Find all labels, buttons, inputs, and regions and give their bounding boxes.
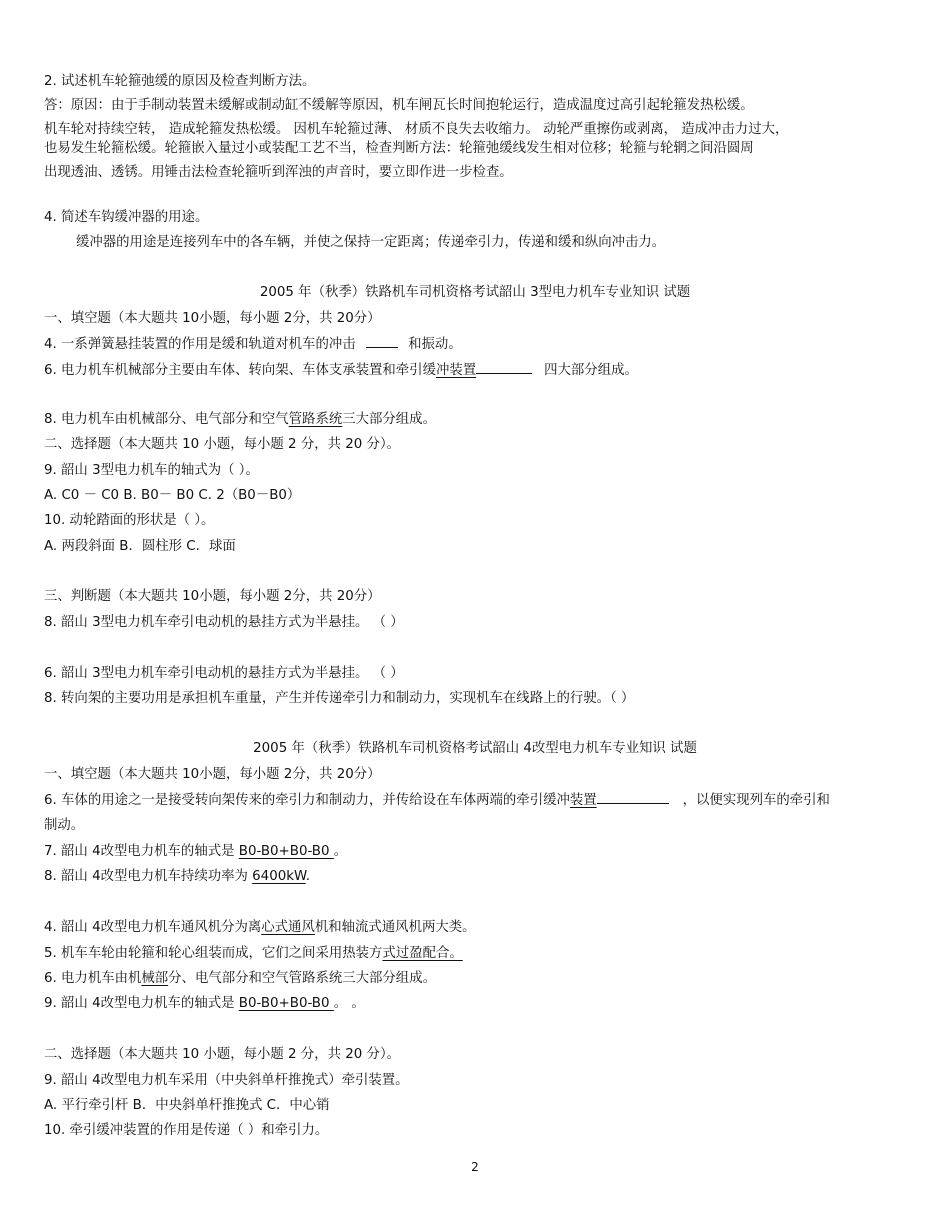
item-text: 6. 电力机车由机 <box>44 971 142 986</box>
exam-title: 2005 年（秋季）铁路机车司机资格考试韶山 4改型电力机车专业知识 试题 <box>253 741 697 756</box>
answer-line: 缓冲器的用途是连接列车中的各车辆，并使之保持一定距离；传递牵引力，传递和缓和纵向冲击力。 <box>76 235 666 250</box>
fill-blank-item <box>44 791 830 810</box>
underlined-answer: 冲装置 <box>435 363 477 378</box>
choice-options: A. 平行牵引杆 B．中央斜单杆推挽式 C．中心销 <box>44 1098 330 1113</box>
question-heading: 2. 试述机车轮箍弛缓的原因及检查判断方法。 <box>44 74 316 89</box>
section-heading: 二、选择题（本大题共 10 小题，每小题 2 分，共 20 分）。 <box>44 1047 401 1062</box>
choice-options: A. 两段斜面 B．圆柱形 C．球面 <box>44 539 236 554</box>
answer-line: 答：原因：由于手制动装置未缓解或制动缸不缓解等原因，机车闸瓦长时间抱轮运行，造成温度过高引起轮箍发热松缓。 <box>44 98 754 113</box>
underlined-answer: 心式通风 <box>261 920 315 935</box>
fill-blank-item <box>44 868 310 886</box>
fill-blank-item <box>44 945 463 963</box>
answer-blank <box>366 335 398 348</box>
fill-blank-item <box>44 970 436 988</box>
underlined-answer: 装置 <box>569 793 597 808</box>
item-text: 8. 电力机车由机械部分、电气部分和空气 <box>44 412 289 427</box>
item-text: 6. 电力机车机械部分主要由车体、转向架、车体支承装置和牵引缓 <box>44 363 436 378</box>
section-heading: 一、填空题（本大题共 10小题，每小题 2分，共 20分） <box>44 767 381 782</box>
choice-item: 10. 牵引缓冲装置的作用是传递（ ）和牵引力。 <box>44 1123 329 1138</box>
item-text: . <box>305 869 310 884</box>
judgement-item: 8. 转向架的主要功用是承担机车重量，产生并传递牵引力和制动力，实现机车在线路上的行驶。（ ） <box>44 691 635 706</box>
answer-blank <box>476 361 532 374</box>
item-text: 。 <box>333 844 348 859</box>
choice-options: A. C0 － C0 B. B0－ B0 C. 2（B0－B0） <box>44 488 301 503</box>
fill-blank-item <box>44 411 436 429</box>
fill-blank-item: 制动。 <box>44 818 85 833</box>
item-text: 8. 韶山 4改型电力机车持续功率为 <box>44 869 253 884</box>
answer-blank <box>597 791 669 804</box>
fill-blank-item <box>44 919 476 937</box>
item-text: 6. 车体的用途之一是接受转向架传来的牵引力和制动力，并传给设在车体两端的牵引缓冲 <box>44 793 570 808</box>
item-text: 三大部分组成。 <box>342 412 436 427</box>
fill-blank-item <box>44 843 347 861</box>
choice-item: 9. 韶山 3型电力机车的轴式为（ ）。 <box>44 463 259 478</box>
fill-blank-item <box>44 995 365 1013</box>
item-text: ，以便实现列车的牵引和 <box>682 793 830 808</box>
item-text: 7. 韶山 4改型电力机车的轴式是 <box>44 844 239 859</box>
answer-line: 也易发生轮箍松缓。轮箍嵌入量过小或装配工艺不当，检查判断方法：轮箍弛缓线发生相对位移；轮箍与轮辋之间沿圆周 <box>44 141 754 156</box>
item-text: 9. 韶山 4改型电力机车的轴式是 <box>44 996 239 1011</box>
underlined-answer: 管路系统 <box>288 412 343 427</box>
item-text: 机和轴流式通风机两大类。 <box>314 920 476 935</box>
fill-blank-item <box>44 361 638 380</box>
page-number: 2 <box>471 1160 479 1174</box>
item-text: 。 。 <box>333 996 365 1011</box>
question-heading: 4. 简述车钩缓冲器的用途。 <box>44 210 209 225</box>
exam-title: 2005 年（秋季）铁路机车司机资格考试韶山 3型电力机车专业知识 试题 <box>259 285 691 300</box>
section-heading: 三、判断题（本大题共 10小题，每小题 2分，共 20分） <box>44 589 381 604</box>
answer-line: 机车轮对持续空转， 造成轮箍发热松缓。 因机车轮箍过薄、 材质不良失去收缩力。 动轮严重擦伤或剥离， 造成冲击力过大， <box>44 122 789 137</box>
section-heading: 一、填空题（本大题共 10小题，每小题 2分，共 20分） <box>44 311 381 326</box>
judgement-item: 6. 韶山 3型电力机车牵引电动机的悬挂方式为半悬挂。 （ ） <box>44 666 404 681</box>
item-text: 四大部分组成。 <box>544 363 638 378</box>
underlined-answer: 6400kW <box>252 869 306 884</box>
underlined-answer: B0-B0+B0-B0 <box>238 844 334 859</box>
underlined-answer: 式过盈配合。 <box>382 946 463 961</box>
choice-item: 10. 动轮踏面的形状是（ ）。 <box>44 513 215 528</box>
fill-blank-item <box>44 335 462 354</box>
choice-item: 9. 韶山 4改型电力机车采用（中央斜单杆推挽式）牵引装置。 <box>44 1073 409 1088</box>
underlined-answer: 械部 <box>141 971 169 986</box>
item-text: 5. 机车车轮由轮箍和轮心组装而成，它们之间采用热装方 <box>44 946 383 961</box>
item-text: 4. 韶山 4改型电力机车通风机分为离 <box>44 920 262 935</box>
underlined-answer: B0-B0+B0-B0 <box>238 996 334 1011</box>
item-text: 和振动。 <box>408 337 462 352</box>
answer-line: 出现透油、透锈。用锤击法检查轮箍听到浑浊的声音时，要立即作进一步检查。 <box>44 165 513 180</box>
item-text: 分、电气部分和空气管路系统三大部分组成。 <box>168 971 436 986</box>
judgement-item: 8. 韶山 3型电力机车牵引电动机的悬挂方式为半悬挂。 （ ） <box>44 615 404 630</box>
item-text: 4. 一系弹簧悬挂装置的作用是缓和轨道对机车的冲击 <box>44 337 356 352</box>
section-heading: 二、选择题（本大题共 10 小题，每小题 2 分，共 20 分）。 <box>44 437 401 452</box>
